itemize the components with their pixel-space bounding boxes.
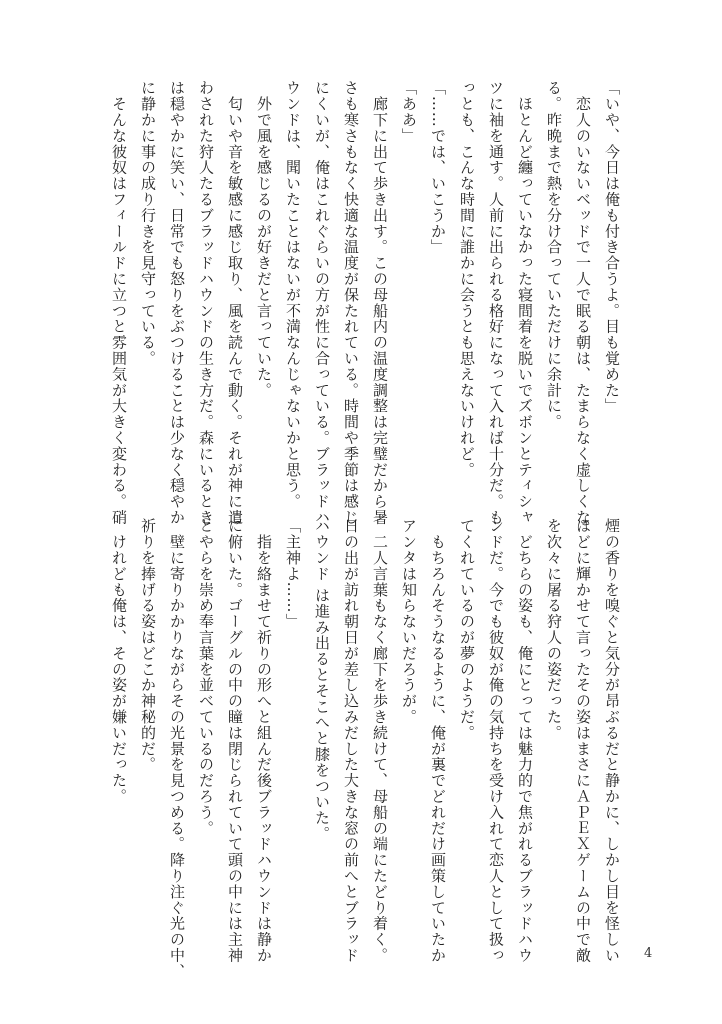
text-line: ほとんど纏っていなかった寝間着を脱いでズボンとティシャ — [516, 80, 534, 526]
text-line: どちらの姿も、俺にとっては魅力的で焦がれるブラッドハウ — [516, 518, 534, 964]
text-line: そんな彼奴はフィールドに立つと雰囲気が大きく変わる。硝 — [110, 80, 128, 526]
text-line: っとも、こんな時間に誰かに会うとも思えないけれど。 — [458, 80, 476, 478]
text-line: 「いや、今日は俺も付き合うよ。目も覚めた」 — [603, 80, 621, 414]
text-line: 恋人のいないベッドで一人で眠る朝は、たまらなく虚しくな — [574, 80, 592, 526]
top-text-block — [100, 80, 626, 526]
text-line: に静かに事の成り行きを見守っている。 — [139, 80, 157, 367]
text-line: ンドだ。今でも彼奴が俺の気持ちを受け入れて恋人として扱っ — [487, 518, 505, 964]
text-line: 「ああ」 — [400, 80, 418, 144]
text-line: 日の出が訪れ朝日が差し込みだした大きな窓の前へとブラッド — [342, 518, 360, 964]
text-line: 「……では、いこうか」 — [429, 80, 447, 255]
bottom-text-block — [100, 518, 626, 980]
text-line: る。昨晩まで熱を分け合っていただけに余計に。 — [545, 80, 563, 430]
text-line: 「主神よ……」 — [284, 518, 302, 630]
text-line: てくれているのが夢のようだ。 — [458, 518, 476, 741]
text-line: 壁に寄りかかりながらその光景を見つめる。降り注ぐ光の中、 — [168, 518, 186, 980]
text-line: ツに袖を通す。人前に出られる格好になって入れば十分だ。も — [487, 80, 505, 526]
page-number: 4 — [644, 946, 653, 961]
text-line: わされた狩人たるブラッドハウンドの生き方だ。森にいるとき — [197, 80, 215, 526]
text-line: 外で風を感じるのが好きだと言っていた。 — [255, 80, 273, 398]
text-line: 指を絡ませて祈りの形へと組んだ後ブラッドハウンドは静か — [255, 518, 273, 964]
text-line: は穏やかに笑い、日常でも怒りをぶつけることは少なく穏やか — [168, 80, 186, 526]
text-line: に俯いた。ゴーグルの中の瞳は閉じられていて頭の中には主神 — [226, 518, 244, 964]
text-line: ほどに輝かせて言ったその姿はまさにＡＰＥＸゲームの中で敵 — [574, 518, 592, 964]
text-line: けれども俺は、その姿が嫌いだった。 — [110, 518, 128, 805]
text-line: さも寒さもなく快適な温度が保たれている。時間や季節は感じ — [342, 80, 360, 526]
text-line: 煙の香りを嗅ぐと気分が昂ぶるだと静かに、しかし目を怪しい — [603, 518, 621, 964]
text-line: もちろんそうなるように、俺が裏でどれだけ画策していたか — [429, 518, 447, 964]
text-line: 祈りを捧げる姿はどこか神秘的だ。 — [139, 518, 157, 773]
text-line: にくいが、俺はこれぐらいの方が性に合っている。ブラッドハ — [313, 80, 331, 526]
text-line: アンタは知らないだろうが。 — [400, 518, 418, 725]
text-line: 二人言葉もなく廊下を歩き続けて、母船の端にたどり着く。 — [371, 518, 389, 964]
text-line: ハウンド は進み出るとそこへと膝をついた。 — [313, 518, 331, 842]
text-line: ウンドは、聞いたことはないが不満なんじゃないかと思う。 — [284, 80, 302, 510]
text-line: 廊下に出て歩き出す。この母船内の温度調整は完璧だから暑 — [371, 80, 389, 526]
text-line: とやらを崇め奉言葉を並べているのだろう。 — [197, 518, 215, 836]
text-line: 匂いや音を敏感に感じ取り、風を読んで動く。それが神に遣 — [226, 80, 244, 526]
text-line: を次々に屠る狩人の姿だった。 — [545, 518, 563, 741]
